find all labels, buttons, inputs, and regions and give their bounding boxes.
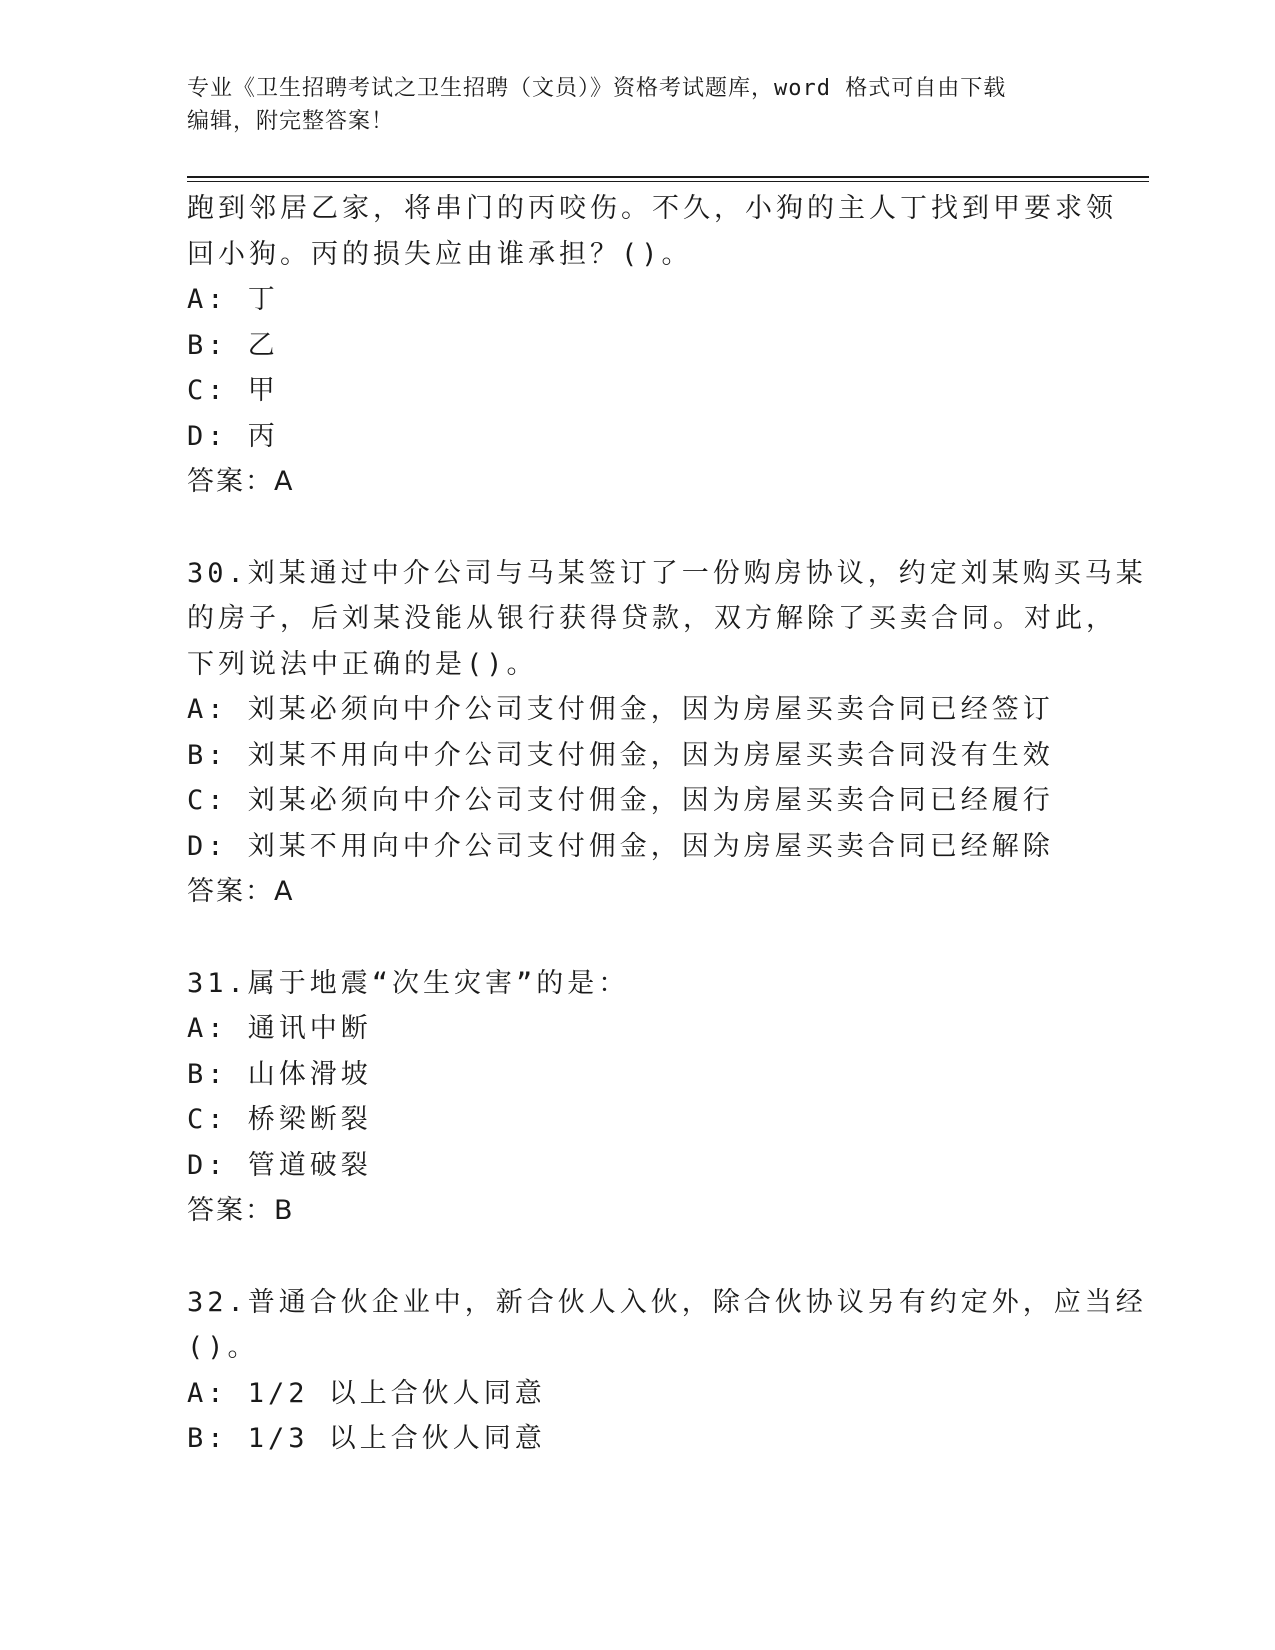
question-stem: 31.属于地震“次生灾害”的是： bbox=[187, 967, 630, 999]
question-stem: 32.普通合伙企业中，新合伙人入伙，除合伙协议另有约定外，应当经 bbox=[187, 1286, 1147, 1318]
answer: 答案：A bbox=[187, 876, 295, 907]
option-a: A: 1/2 以上合伙人同意 bbox=[187, 1377, 546, 1409]
question-stem: 30.刘某通过中介公司与马某签订了一份购房协议，约定刘某购买马某 bbox=[187, 557, 1147, 589]
question-32 bbox=[187, 1280, 1147, 1462]
option-a: A: 通讯中断 bbox=[187, 1013, 372, 1044]
question-list bbox=[187, 186, 1147, 1462]
question-31 bbox=[187, 961, 1087, 1234]
question-stem: 的房子，后刘某没能从银行获得贷款，双方解除了买卖合同。对此， bbox=[187, 603, 1117, 634]
option-d: D: 管道破裂 bbox=[187, 1149, 372, 1181]
header-line-1: 专业《卫生招聘考试之卫生招聘（文员）》资格考试题库，word 格式可自由下载 bbox=[187, 76, 1007, 101]
header-divider-thick bbox=[187, 176, 1149, 178]
option-c: C: 甲 bbox=[187, 375, 279, 406]
option-b: B: 山体滑坡 bbox=[187, 1058, 372, 1090]
answer: 答案：B bbox=[187, 1195, 295, 1226]
option-b: B: 1/3 以上合伙人同意 bbox=[187, 1423, 546, 1454]
option-d: D: 丙 bbox=[187, 420, 279, 452]
question-30 bbox=[187, 551, 1147, 915]
option-c: C: 刘某必须向中介公司支付佣金，因为房屋买卖合同已经履行 bbox=[187, 785, 1054, 816]
question-stem: 回小狗。丙的损失应由谁承担？()。 bbox=[187, 238, 693, 270]
option-b: B: 乙 bbox=[187, 329, 279, 361]
answer: 答案：A bbox=[187, 466, 295, 497]
question-stem: ()。 bbox=[187, 1332, 259, 1363]
option-d: D: 刘某不用向中介公司支付佣金，因为房屋买卖合同已经解除 bbox=[187, 830, 1054, 862]
option-a: A: 刘某必须向中介公司支付佣金，因为房屋买卖合同已经签订 bbox=[187, 694, 1054, 725]
option-a: A: 丁 bbox=[187, 284, 279, 315]
header-divider-thin bbox=[187, 181, 1149, 182]
question-stem: 跑到邻居乙家，将串门的丙咬伤。不久，小狗的主人丁找到甲要求领 bbox=[187, 193, 1117, 224]
option-c: C: 桥梁断裂 bbox=[187, 1104, 372, 1135]
question-stem: 下列说法中正确的是()。 bbox=[187, 648, 538, 680]
option-b: B: 刘某不用向中介公司支付佣金，因为房屋买卖合同没有生效 bbox=[187, 739, 1054, 771]
question-29 bbox=[187, 186, 1117, 505]
header-line-2: 编辑，附完整答案！ bbox=[187, 109, 395, 134]
page-header bbox=[187, 72, 1087, 138]
